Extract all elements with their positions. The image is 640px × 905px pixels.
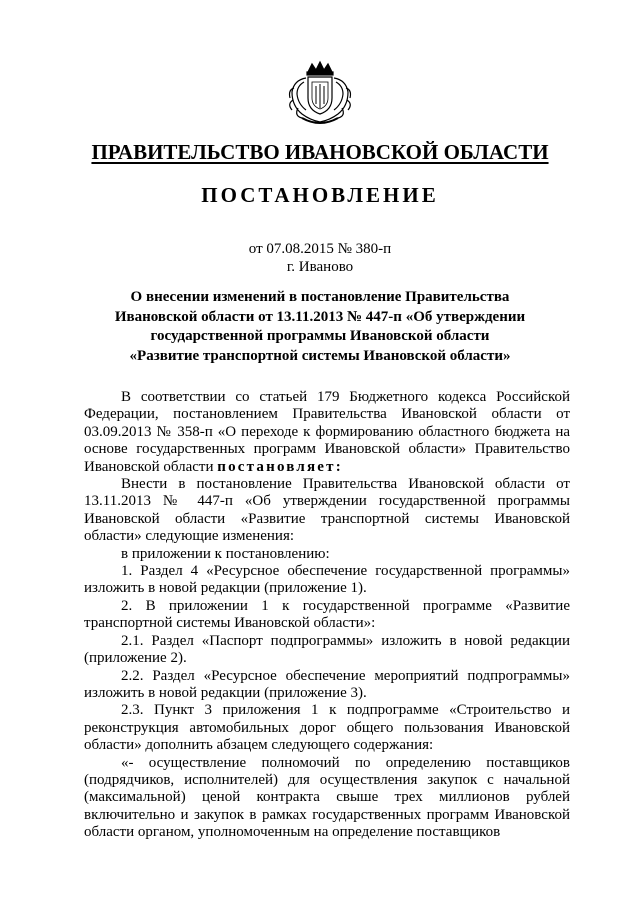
paragraph: 2.1. Раздел «Паспорт подпрограммы» изложить в новой редакции (приложение 2). (84, 632, 570, 667)
paragraph: 2.2. Раздел «Ресурсное обеспечение мероприятий подпрограммы» изложить в новой редакции (приложение 3). (84, 667, 570, 701)
paragraph: 2.3. Пункт 3 приложения 1 к подпрограмме «Строительство и реконструкция автомобильных дорог общего пользования Ивановской области» дополнить абзацем следующего содержания: (84, 702, 570, 754)
paragraph-preamble (84, 389, 570, 476)
title-line: Ивановской области от 13.11.2013 № 447-п «Об утверждении (114, 308, 526, 325)
date-number: от 07.08.2015 № 380-п (248, 241, 392, 257)
city: г. Иваново (286, 259, 354, 275)
paragraph: в приложении к постановлению: (121, 545, 330, 562)
coat-of-arms-emblem (284, 58, 356, 130)
title-line: государственной программы Ивановской области (150, 328, 490, 344)
document-body (84, 389, 570, 842)
paragraph: 1. Раздел 4 «Ресурсное обеспечение государственной программы» изложить в новой редакции (приложение 1). (84, 563, 570, 597)
preamble-text: В соответствии со статьей 179 Бюджетного кодекса Российской Федерации, постановлением Правительства Ивановской области от 03.09.2013 № 358-п «О переходе к формированию областного бюджета на основе государственных программ Ивановской области» Правительство Ивановской области (84, 389, 570, 475)
organization-title: ПРАВИТЕЛЬСТВО ИВАНОВСКОЙ ОБЛАСТИ (91, 140, 549, 164)
decree-word: постановляет (217, 458, 336, 475)
paragraph: Внести в постановление Правительства Ивановской области от 13.11.2013 № 447-п «Об утверждении государственной программы Ивановской области «Развитие транспортной системы Ивановской области» следующие изменения: (84, 476, 570, 545)
paragraph: 2. В приложении 1 к государственной программе «Развитие транспортной системы Ивановской области»: (84, 597, 570, 632)
document-title (90, 288, 550, 366)
title-line: «Развитие транспортной системы Ивановской области» (129, 347, 511, 364)
title-line: О внесении изменений в постановление Правительства (130, 289, 510, 305)
document-type: ПОСТАНОВЛЕНИЕ (201, 183, 439, 207)
decree-colon: : (335, 458, 341, 475)
paragraph: «- осуществление полномочий по определению поставщиков (подрядчиков, исполнителей) для осуществления закупок с начальной (максимальной) ценой контракта свыше трех миллионов рублей включительно и закупок в рамках государственных программ Ивановской области органом, уполномоченным на определение поставщиков (84, 754, 570, 841)
